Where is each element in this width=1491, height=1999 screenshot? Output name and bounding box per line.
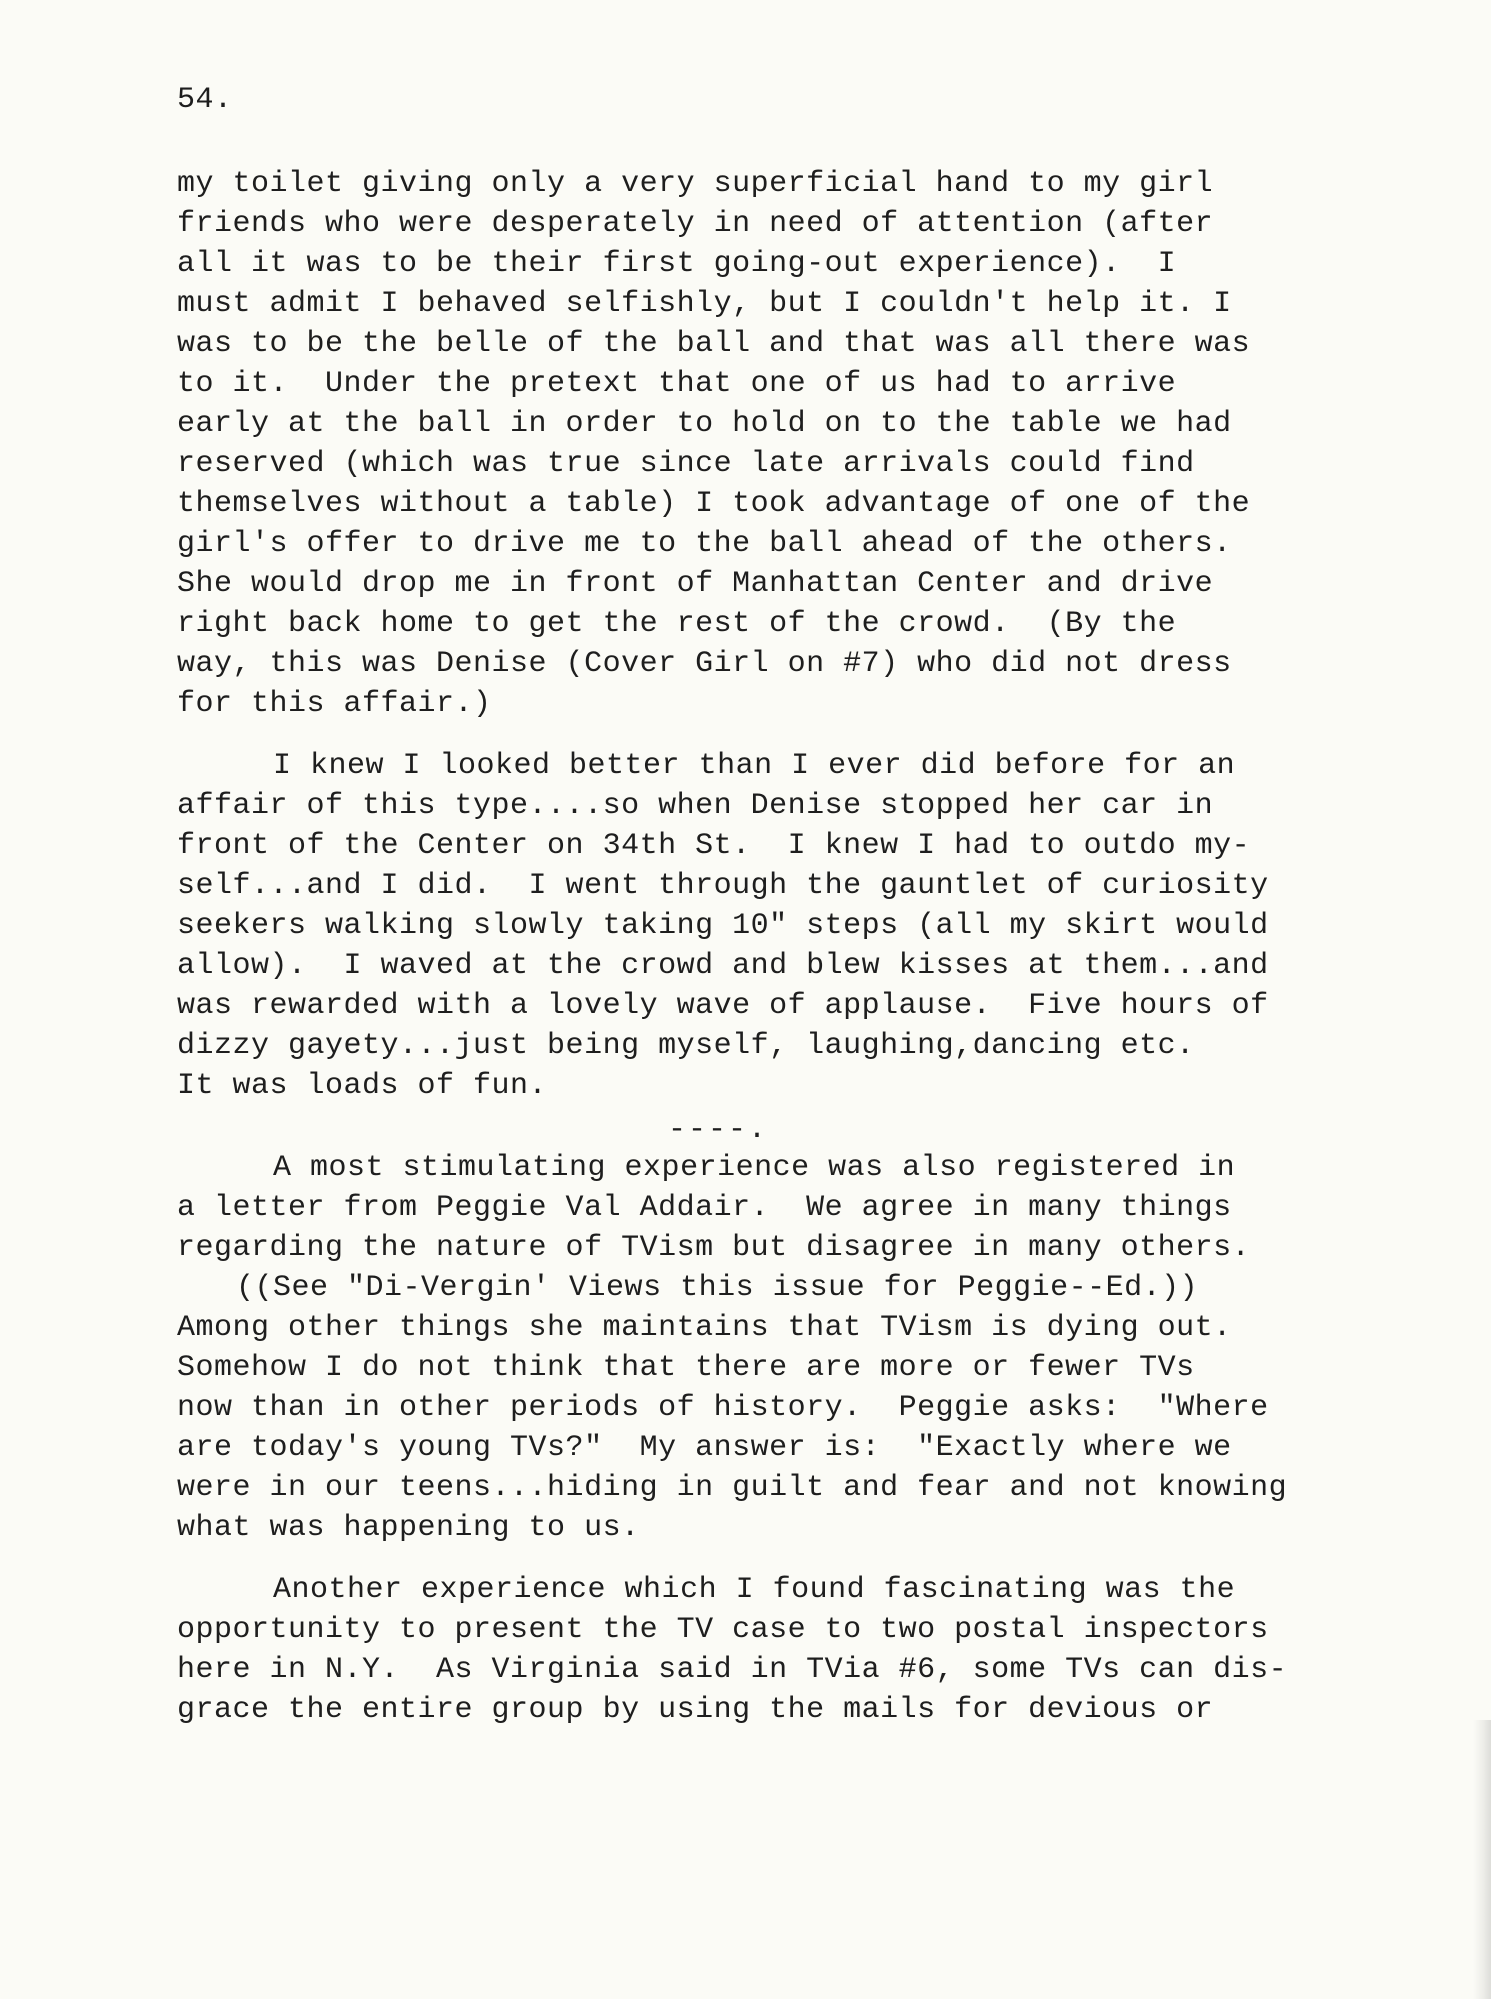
text-line: friends who were desperately in need of attention (after: [177, 207, 1214, 241]
text-line: ((See "Di-Vergin' Views this issue for Peggie--Ed.)): [236, 1271, 1199, 1305]
text-line: are today's young TVs?" My answer is: "Exactly where we: [177, 1431, 1232, 1465]
text-line: themselves without a table) I took advantage of one of the: [177, 487, 1251, 521]
text-line: my toilet giving only a very superficial hand to my girl: [177, 167, 1214, 201]
section-separator: ----.: [668, 1113, 769, 1147]
text-line: regarding the nature of TVism but disagree in many others.: [177, 1231, 1251, 1265]
text-line: I knew I looked better than I ever did before for an: [273, 749, 1236, 783]
text-line: self...and I did. I went through the gauntlet of curiosity: [177, 869, 1269, 903]
text-line: grace the entire group by using the mails for devious or: [177, 1693, 1214, 1727]
text-line: reserved (which was true since late arrivals could find: [177, 447, 1195, 481]
text-line: was to be the belle of the ball and that was all there was: [177, 327, 1251, 361]
text-line: front of the Center on 34th St. I knew I had to outdo my-: [177, 829, 1251, 863]
text-line: girl's offer to drive me to the ball ahead of the others.: [177, 527, 1232, 561]
text-line: all it was to be their first going-out experience). I: [177, 247, 1177, 281]
text-line: It was loads of fun.: [177, 1069, 548, 1103]
text-line: right back home to get the rest of the crowd. (By the: [177, 607, 1177, 641]
page-edge-shadow: [1473, 1720, 1491, 1999]
text-line: for this affair.): [177, 687, 492, 721]
text-line: affair of this type....so when Denise stopped her car in: [177, 789, 1214, 823]
text-line: was rewarded with a lovely wave of applause. Five hours of: [177, 989, 1269, 1023]
page-number: 54.: [177, 83, 233, 117]
text-line: now than in other periods of history. Peggie asks: "Where: [177, 1391, 1269, 1425]
text-line: opportunity to present the TV case to two postal inspectors: [177, 1613, 1269, 1647]
text-line: to it. Under the pretext that one of us had to arrive: [177, 367, 1177, 401]
text-line: a letter from Peggie Val Addair. We agree in many things: [177, 1191, 1232, 1225]
text-line: Somehow I do not think that there are more or fewer TVs: [177, 1351, 1195, 1385]
text-line: Among other things she maintains that TVism is dying out.: [177, 1311, 1232, 1345]
text-line: must admit I behaved selfishly, but I couldn't help it. I: [177, 287, 1232, 321]
text-line: what was happening to us.: [177, 1511, 640, 1545]
text-line: were in our teens...hiding in guilt and fear and not knowing: [177, 1471, 1288, 1505]
text-line: Another experience which I found fascinating was the: [273, 1573, 1236, 1607]
text-line: A most stimulating experience was also registered in: [273, 1151, 1236, 1185]
text-line: dizzy gayety...just being myself, laughing,dancing etc.: [177, 1029, 1195, 1063]
text-line: seekers walking slowly taking 10" steps (all my skirt would: [177, 909, 1269, 943]
text-line: early at the ball in order to hold on to the table we had: [177, 407, 1232, 441]
text-line: here in N.Y. As Virginia said in TVia #6, some TVs can dis-: [177, 1653, 1288, 1687]
text-line: She would drop me in front of Manhattan Center and drive: [177, 567, 1214, 601]
text-line: allow). I waved at the crowd and blew kisses at them...and: [177, 949, 1269, 983]
text-line: way, this was Denise (Cover Girl on #7) who did not dress: [177, 647, 1232, 681]
